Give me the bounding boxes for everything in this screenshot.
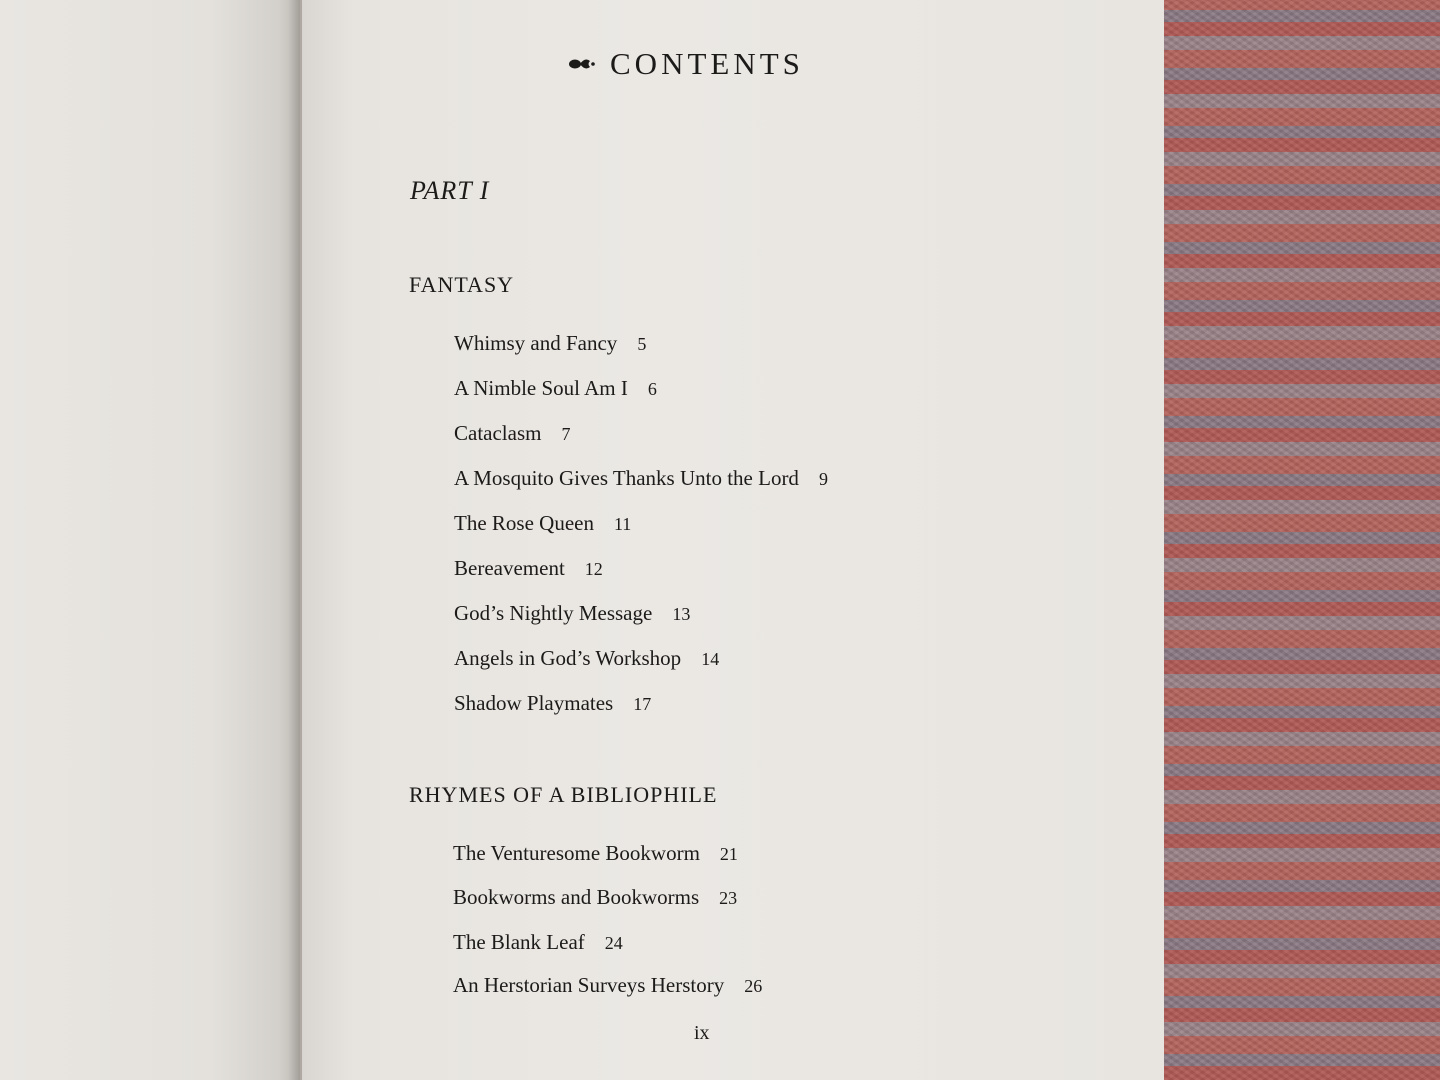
toc-entry [454,421,570,446]
toc-entry-page: 17 [633,694,652,714]
section-heading-rhymes: RHYMES OF A BIBLIOPHILE [409,782,718,807]
toc-entry-page: 24 [604,933,623,953]
toc-entry-page: 23 [719,888,738,908]
toc-entry-title: The Venturesome Bookworm [453,841,700,865]
toc-entry-page: 13 [672,604,691,624]
toc-entry-page: 5 [637,334,647,354]
toc-entry-title: God’s Nightly Message [454,601,653,625]
contents-heading [566,46,804,82]
toc-entry-page: 7 [561,424,571,444]
toc-entry-title: Cataclasm [454,421,542,445]
toc-entry [453,841,738,866]
toc-entry [454,376,657,401]
toc-entry-page: 11 [613,514,632,534]
toc-entry-page: 12 [584,559,603,579]
toc-entry-title: A Mosquito Gives Thanks Unto the Lord [454,466,799,490]
toc-entry [454,466,828,491]
toc-entry [454,646,719,671]
toc-entry-title: A Nimble Soul Am I [454,376,628,400]
toc-entry [454,331,646,356]
contents-title: CONTENTS [610,46,804,81]
section-heading-fantasy: FANTASY [409,272,515,297]
toc-entry-page: 26 [744,976,763,996]
toc-entry-title: Whimsy and Fancy [454,331,618,355]
toc-entry [454,556,603,581]
page-folio: ix [694,1022,710,1044]
toc-entry [453,973,762,998]
left-page-blank [0,0,300,1080]
toc-entry [454,601,690,626]
toc-entry-title: Bookworms and Bookworms [453,885,700,909]
toc-entry-page: 9 [818,469,828,489]
toc-entry-page: 6 [647,379,657,399]
toc-entry-title: Angels in God’s Workshop [454,646,682,670]
part-heading: PART I [410,176,490,205]
toc-entry-title: Shadow Playmates [454,691,614,715]
fleuron-icon [566,54,596,74]
toc-entry-title: The Rose Queen [454,511,594,535]
toc-entry [454,511,631,536]
toc-entry-page: 14 [701,649,720,669]
toc-entry [453,885,737,910]
toc-entry-title: An Herstorian Surveys Herstory [453,973,725,997]
toc-entry [453,930,623,955]
woven-fabric-background [1164,0,1440,1080]
contents-page [302,0,1164,1080]
toc-entry-title: The Blank Leaf [453,930,585,954]
toc-entry-title: Bereavement [454,556,565,580]
toc-entry-page: 21 [719,844,738,864]
toc-entry [454,691,651,716]
